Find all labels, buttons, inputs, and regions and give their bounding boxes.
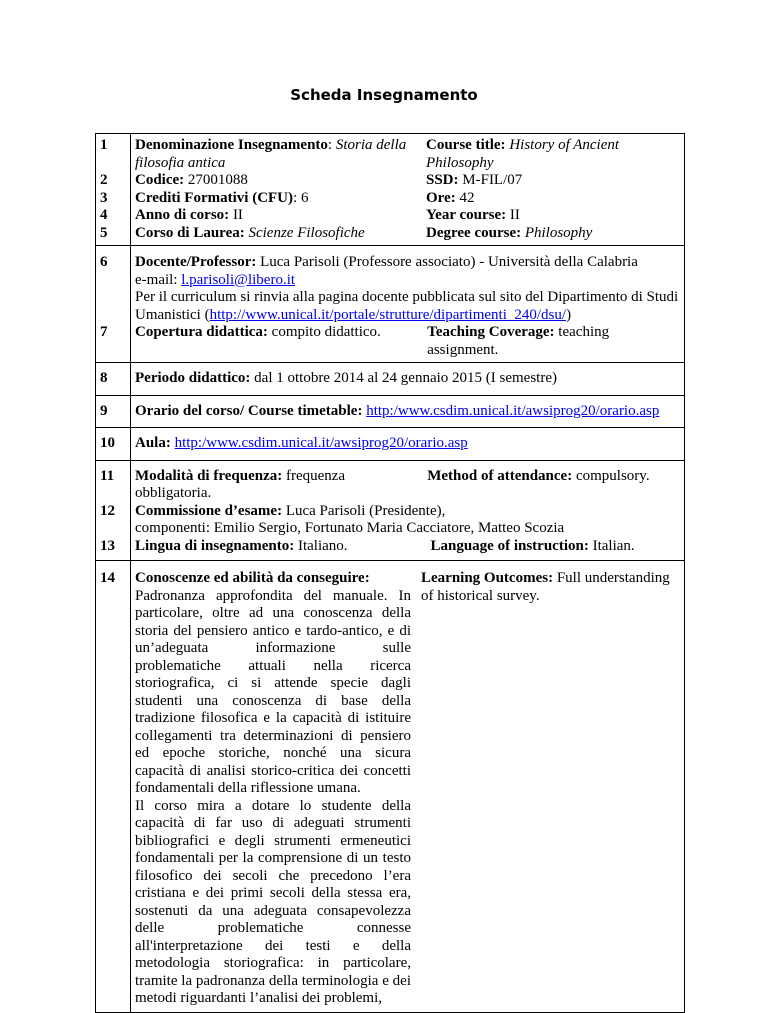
conoscenze-label: Conoscenze ed abilità da conseguire: bbox=[135, 570, 370, 586]
denominazione-label: Denominazione Insegnamento bbox=[135, 137, 328, 153]
frequenza-cell bbox=[131, 460, 685, 561]
curriculum-end: ) bbox=[566, 306, 572, 323]
row-number: 13 bbox=[100, 537, 115, 554]
row-number: 8 bbox=[96, 363, 131, 396]
method-value: compulsory. bbox=[575, 467, 650, 484]
row-number: 11 bbox=[100, 467, 115, 484]
row-number: 4 bbox=[100, 207, 108, 223]
periodo-label: Periodo didattico: bbox=[135, 370, 251, 386]
row-numbers bbox=[96, 460, 131, 561]
year-label: Year course: bbox=[426, 207, 507, 223]
codice-value: 27001088 bbox=[187, 172, 248, 188]
row-number: 12 bbox=[100, 502, 115, 519]
componenti-text: componenti: Emilio Sergio, Fortunato Maria Cacciatore, Matteo Scozia bbox=[135, 520, 565, 536]
ssd-label: SSD: bbox=[426, 172, 459, 188]
aula-cell bbox=[131, 428, 685, 461]
row-number: 14 bbox=[96, 561, 131, 1013]
row-number: 3 bbox=[100, 189, 108, 206]
row-number: 2 bbox=[100, 172, 108, 188]
commissione-label: Commissione d’esame: bbox=[135, 502, 283, 519]
modalita-label: Modalità di frequenza: bbox=[135, 467, 283, 484]
language-value: Italian. bbox=[592, 537, 635, 554]
aula-label: Aula: bbox=[135, 435, 171, 451]
row-number: 10 bbox=[96, 428, 131, 461]
course-info-grid: Denominazione Insegnamento: Storia della filosofia antica Course title: History of Ancient Philosophy Codice: 27001088 SSD: M-FIL/07 Crediti Formativi (CFU): 6 Ore: 42 Anno di corso: II Year course: II Corso di Laurea: Scienze Filosofiche Degree course: Philosophy bbox=[135, 137, 620, 241]
learning-value: Full understanding of historical survey. bbox=[421, 570, 670, 604]
orario-cell bbox=[131, 395, 685, 428]
learning-label: Learning Outcomes: bbox=[421, 570, 554, 586]
table-row bbox=[96, 460, 685, 561]
lingua-value: Italiano. bbox=[297, 537, 348, 554]
course-title-label: Course title: bbox=[426, 137, 506, 153]
conoscenze-text: Padronanza approfondita del manuale. In particolare, oltre ad una conoscenza della storia del pensiero antico e tardo-antico, e di un’adeguata informazione sulle problematiche attuali nella ricerca storiografica, ci si attende specie dagli studenti una conoscenza di base della tradizione filosofica e la capacità di istituire collegamenti tra determinazioni di pensiero ed epoche storiche, nonché una sicura capacità di analisi storico-critica dei concetti fondamentali della riflessione umana. bbox=[135, 587, 411, 796]
anno-value: II bbox=[232, 207, 243, 223]
lingua-grid bbox=[135, 538, 684, 556]
row-number: 6 bbox=[100, 254, 108, 270]
row-number: 9 bbox=[96, 395, 131, 428]
email-link[interactable]: l.parisoli@libero.it bbox=[181, 271, 296, 288]
modalita-value: frequenza obbligatoria. bbox=[135, 467, 346, 501]
commissione-value: Luca Parisoli (Presidente), bbox=[285, 502, 446, 519]
denominazione-value: Storia della filosofia antica bbox=[135, 137, 407, 171]
lingua-label: Lingua di insegnamento: bbox=[135, 537, 295, 554]
course-title-value: History of Ancient Philosophy bbox=[426, 137, 620, 171]
codice-label: Codice: bbox=[135, 172, 185, 188]
course-sheet-table bbox=[95, 133, 685, 1013]
corso-label: Corso di Laurea: bbox=[135, 224, 245, 241]
year-value: II bbox=[509, 207, 520, 223]
periodo-cell bbox=[131, 363, 685, 396]
learning-grid bbox=[135, 570, 684, 1008]
docente-value: Luca Parisoli (Professore associato) - Università della Calabria bbox=[260, 254, 638, 270]
aula-link[interactable]: http:/www.csdim.unical.it/awsiprog20/orario.asp bbox=[174, 435, 468, 451]
degree-label: Degree course: bbox=[426, 224, 522, 241]
language-label: Language of instruction: bbox=[430, 537, 589, 554]
docente-label: Docente/Professor: bbox=[135, 254, 257, 270]
coverage-label: Teaching Coverage: bbox=[427, 324, 555, 340]
method-label: Method of attendance: bbox=[427, 467, 573, 484]
orario-link[interactable]: http:/www.csdim.unical.it/awsiprog20/orario.asp bbox=[366, 402, 660, 419]
crediti-value: 6 bbox=[300, 189, 309, 206]
modalita-grid bbox=[135, 468, 684, 503]
crediti-label: Crediti Formativi (CFU) bbox=[135, 189, 294, 206]
degree-value: Philosophy bbox=[524, 224, 593, 241]
orario-label: Orario del corso/ Course timetable: bbox=[135, 402, 363, 419]
corso-text: Il corso mira a dotare lo studente della capacità di far uso di adeguati strumenti bibliografici e degli strumenti ermeneutici fondamentali per la comprensione di un testo filosofico dei secoli che precedono l’era cristiana e dei primi secoli della stessa era, sostenuti da una adeguata consapevolezza delle problematiche connesse all'interpretazione dei testi e della metodologia storiografica: in particolare, tramite la padronanza della terminologia e dei metodi riguardanti l’analisi dei problemi, bbox=[135, 797, 411, 1006]
curriculum-text: Per il curriculum si rinvia alla pagina docente pubblicata sul sito del Dipartimento di Studi Umanistici ( bbox=[135, 289, 679, 323]
periodo-value: dal 1 ottobre 2014 al 24 gennaio 2015 (I semestre) bbox=[254, 370, 557, 386]
conoscenze-cell bbox=[131, 561, 685, 1013]
page-title: Scheda Insegnamento bbox=[290, 86, 478, 104]
table-row bbox=[96, 428, 685, 461]
row-number: 7 bbox=[100, 324, 108, 340]
row-number: 5 bbox=[100, 224, 108, 241]
curriculum-link[interactable]: http://www.unical.it/portale/strutture/dipartimenti_240/dsu/ bbox=[209, 306, 567, 323]
coverage-value: teaching assignment. bbox=[427, 324, 610, 358]
table-row bbox=[96, 395, 685, 428]
table-row bbox=[96, 134, 685, 246]
table-row bbox=[96, 561, 685, 1013]
email-label: e-mail: bbox=[135, 271, 178, 288]
course-info-cell bbox=[131, 134, 685, 246]
ore-value: 42 bbox=[459, 189, 475, 206]
row-numbers bbox=[96, 134, 131, 246]
copertura-label: Copertura didattica: bbox=[135, 324, 268, 340]
corso-value: Scienze Filosofiche bbox=[248, 224, 365, 241]
table-row bbox=[96, 246, 685, 363]
ssd-value: M-FIL/07 bbox=[462, 172, 523, 188]
table-row bbox=[96, 363, 685, 396]
coverage-grid bbox=[135, 324, 684, 359]
ore-label: Ore: bbox=[426, 189, 456, 206]
anno-label: Anno di corso: bbox=[135, 207, 230, 223]
docente-cell bbox=[131, 246, 685, 363]
row-number: 1 bbox=[100, 137, 108, 153]
row-numbers bbox=[96, 246, 131, 363]
copertura-value: compito didattico. bbox=[271, 324, 381, 340]
